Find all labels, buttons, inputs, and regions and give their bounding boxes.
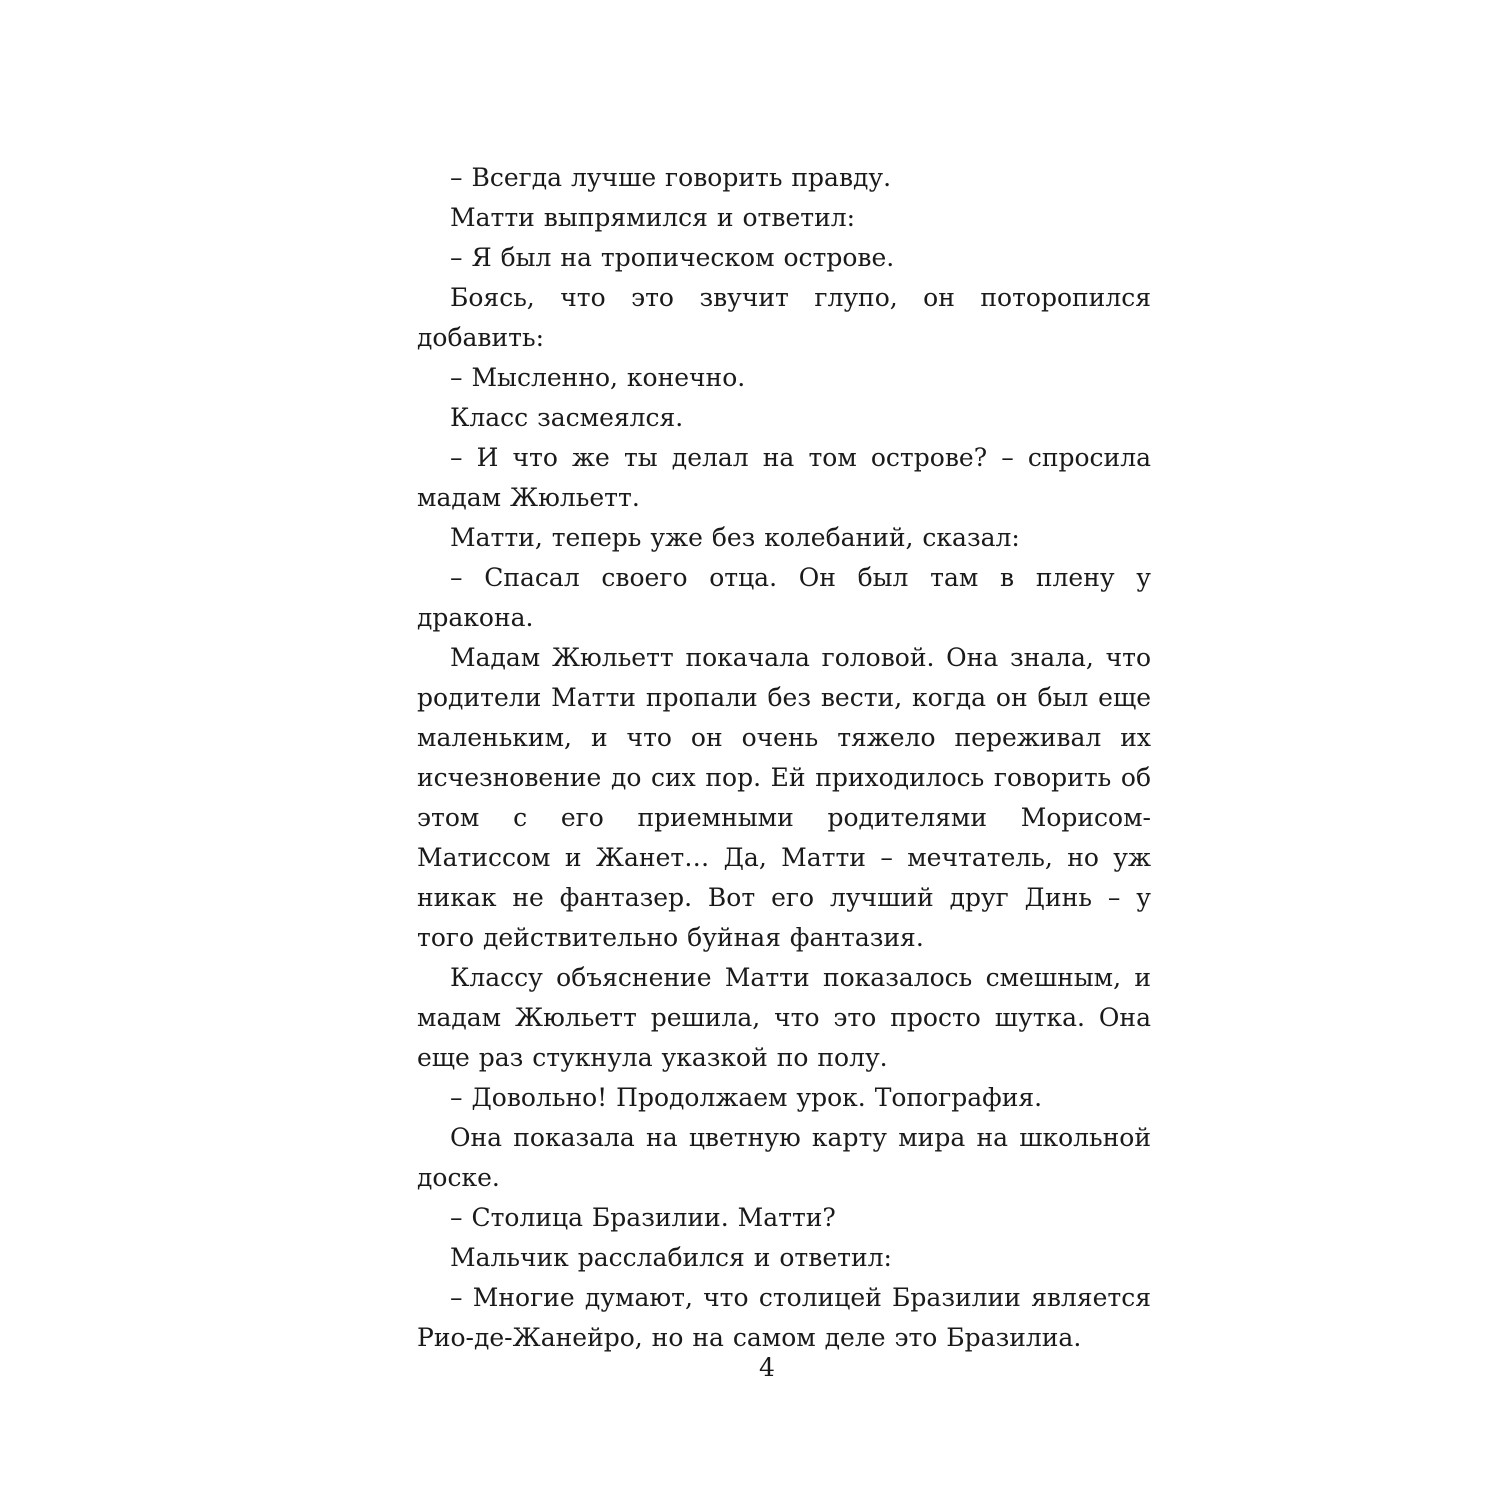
paragraph: – И что же ты делал на том острове? – спросила мадам Жюльетт. — [417, 443, 1151, 512]
paragraph: – Спасал своего отца. Он был там в плену у дракона. — [417, 563, 1151, 632]
paragraph: Мальчик расслабился и ответил: — [450, 1243, 892, 1272]
paragraph: – Всегда лучше говорить правду. — [450, 163, 892, 192]
paragraph: Боясь, что это звучит глупо, он поторопился добавить: — [417, 283, 1151, 352]
paragraph: Классу объяснение Матти показалось смешным, и мадам Жюльетт решила, что это просто шутка. Она еще раз стукнула указкой по полу. — [417, 963, 1151, 1072]
page-number: 4 — [759, 1353, 775, 1382]
paragraph: Мадам Жюльетт покачала головой. Она знала, что родители Матти пропали без вести, когда он был еще маленьким, и что он очень тяжело переживал их исчезновение до сих пор. Ей приходилось говорить об этом с его приемными родителями Морисом-Матиссом и Жанет… Да, Матти – мечтатель, но уж никак не фантазер. Вот его лучший друг Динь – у того действительно буйная фантазия. — [417, 643, 1151, 952]
paragraph: Она показала на цветную карту мира на школьной доске. — [417, 1123, 1151, 1192]
paragraph: – Многие думают, что столицей Бразилии является Рио-де-Жанейро, но на самом деле это Бразилиа. — [417, 1283, 1151, 1352]
paragraph: – Я был на тропическом острове. — [450, 243, 895, 272]
page-text — [417, 158, 1151, 1358]
paragraph: Матти, теперь уже без колебаний, сказал: — [450, 523, 1020, 552]
paragraph: Класс засмеялся. — [450, 403, 684, 432]
paragraph: – Мысленно, конечно. — [450, 363, 746, 392]
paragraph: Матти выпрямился и ответил: — [450, 203, 856, 232]
paragraph: – Довольно! Продолжаем урок. Топография. — [450, 1083, 1043, 1112]
paragraph: – Столица Бразилии. Матти? — [450, 1203, 836, 1232]
